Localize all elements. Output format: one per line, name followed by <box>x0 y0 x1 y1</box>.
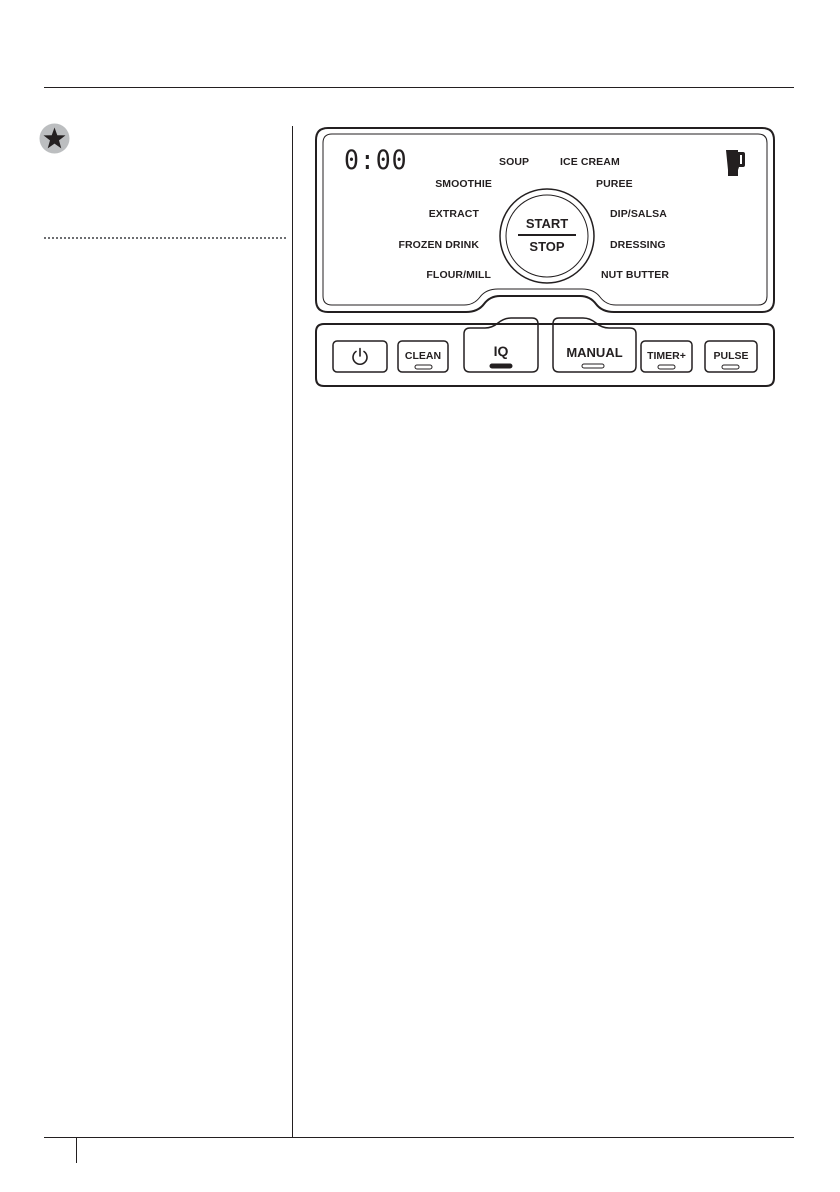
timer-label: TIMER+ <box>647 350 686 362</box>
program-dip-salsa: DIP/SALSA <box>610 208 667 220</box>
timer-button[interactable] <box>641 341 692 372</box>
blender-pitcher-icon <box>724 148 746 178</box>
program-puree: PUREE <box>596 178 633 190</box>
clean-button[interactable] <box>398 341 448 372</box>
start-label: START <box>518 216 576 236</box>
iq-label: IQ <box>493 343 509 359</box>
program-extract: EXTRACT <box>428 208 479 220</box>
program-smoothie: SMOOTHIE <box>435 178 492 190</box>
program-frozen-drink: FROZEN DRINK <box>398 239 479 251</box>
header-rule <box>44 87 794 88</box>
footer-tick <box>76 1137 77 1163</box>
pulse-button[interactable] <box>705 341 757 372</box>
clean-label: CLEAN <box>404 350 442 362</box>
pulse-label: PULSE <box>713 350 749 362</box>
time-display: 0:00 <box>344 145 408 176</box>
program-dressing: DRESSING <box>610 239 666 251</box>
star-icon <box>39 123 70 154</box>
footer-rule <box>44 1137 794 1138</box>
power-button[interactable] <box>333 341 387 372</box>
power-icon <box>351 347 369 366</box>
program-flour-mill: FLOUR/MILL <box>426 269 491 281</box>
program-ice-cream: ICE CREAM <box>560 156 620 168</box>
dotted-separator <box>44 237 286 239</box>
column-divider <box>292 126 293 1137</box>
manual-label: MANUAL <box>566 345 623 360</box>
iq-button[interactable] <box>464 318 538 372</box>
stop-label: STOP <box>529 239 565 254</box>
program-soup: SOUP <box>499 156 530 168</box>
manual-button[interactable] <box>553 318 636 372</box>
program-nut-butter: NUT BUTTER <box>601 269 670 281</box>
start-stop-button[interactable] <box>501 189 593 281</box>
